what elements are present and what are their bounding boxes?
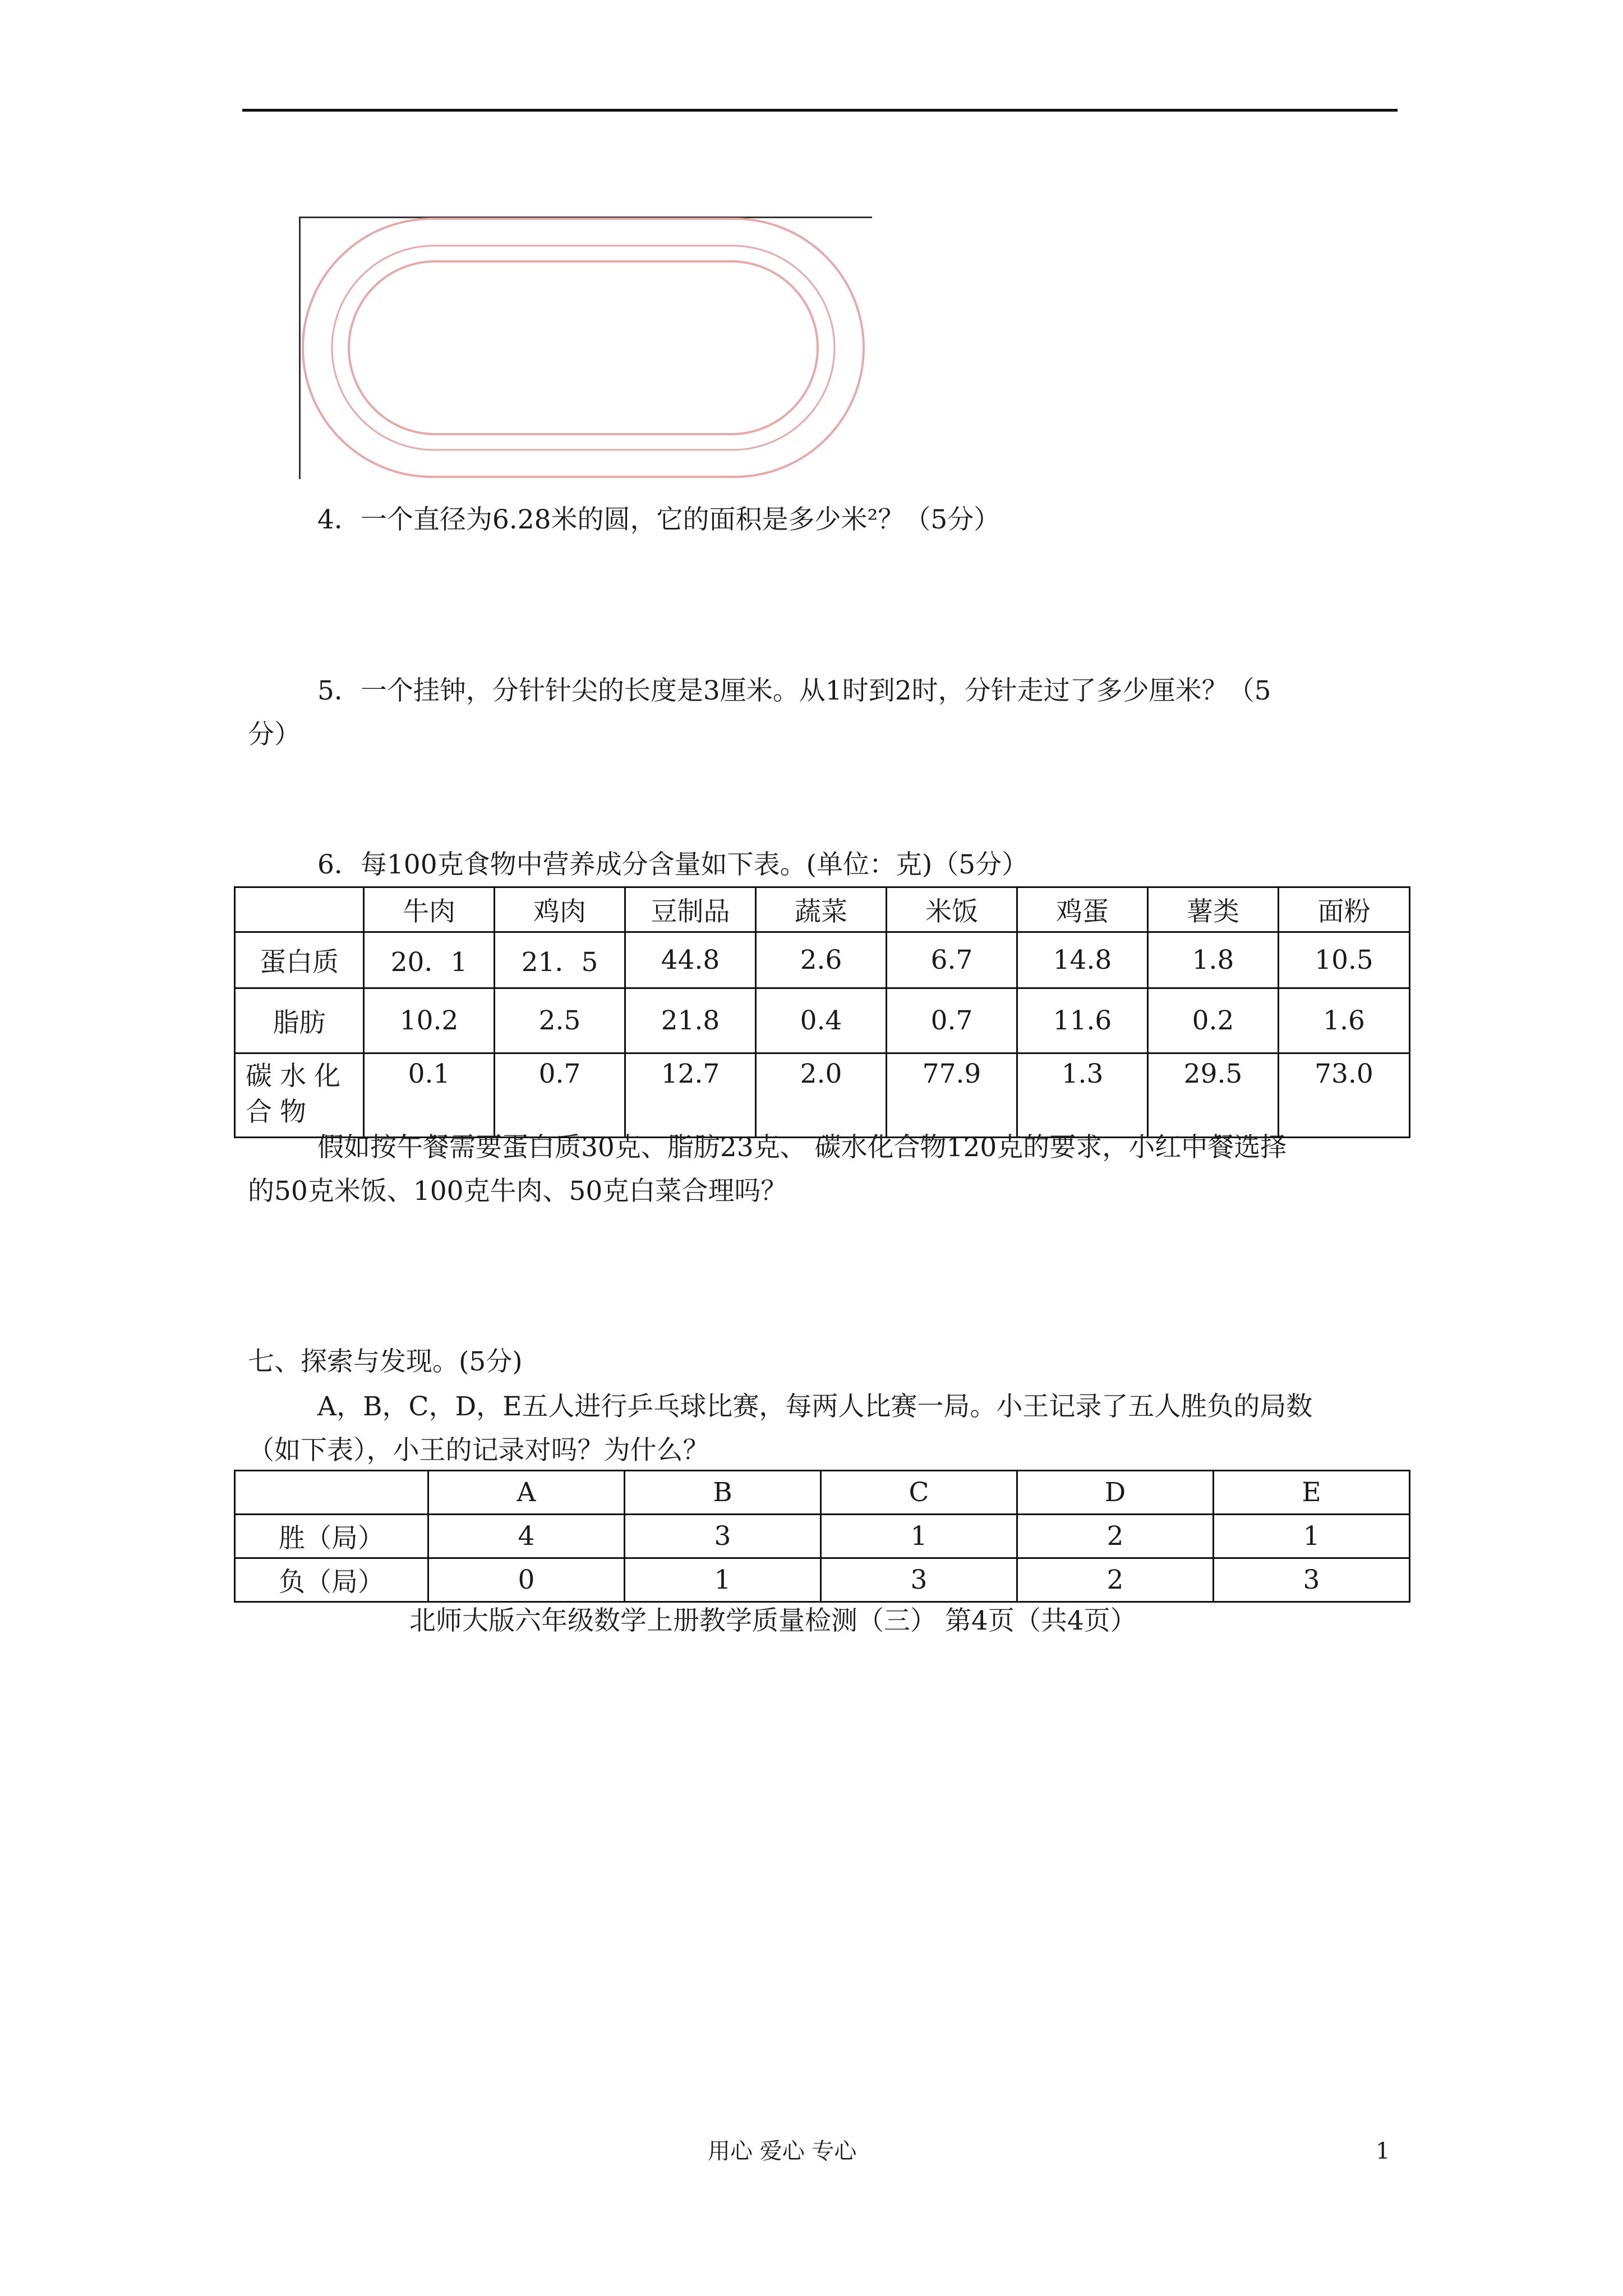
match-header-row: [235, 1471, 1410, 1515]
table-cell: 77.9: [887, 1053, 1017, 1138]
match-record-table: [234, 1470, 1410, 1603]
question-6-title: 6．每100克食物中营养成分含量如下表。(单位：克)（5分）: [317, 849, 1029, 880]
table-cell: 10.2: [364, 988, 495, 1053]
table-cell: 1: [821, 1515, 1017, 1558]
column-header-rice: 米饭: [887, 887, 1017, 932]
table-cell: 10.5: [1279, 932, 1410, 988]
track-middle-lane: [332, 246, 834, 450]
table-cell: 1.8: [1148, 932, 1279, 988]
column-header-chicken: 鸡肉: [495, 887, 625, 932]
column-header-e: E: [1214, 1471, 1410, 1515]
table-row: [235, 1558, 1410, 1602]
table-cell: 14.8: [1017, 932, 1148, 988]
column-header-flour: 面粉: [1279, 887, 1410, 932]
table-cell: 0.7: [495, 1053, 625, 1138]
header-rule: [242, 109, 1398, 112]
table-cell: 0.2: [1148, 988, 1279, 1053]
table-row: [235, 1515, 1410, 1558]
table-cell: 2.0: [756, 1053, 887, 1138]
table-cell: 2.6: [756, 932, 887, 988]
table-cell: 1.6: [1279, 988, 1410, 1053]
table-cell: 1.3: [1017, 1053, 1148, 1138]
page-caption: 北师大版六年级数学上册教学质量检测（三） 第4页（共4页）: [409, 1605, 1137, 1636]
table-cell: 3: [821, 1558, 1017, 1602]
page-number: 1: [1376, 2138, 1390, 2164]
table-cell: 21．5: [495, 932, 625, 988]
question-5-line-2: 分）: [248, 719, 301, 750]
table-cell: 20．1: [364, 932, 495, 988]
question-6-text-line-1: 假如按午餐需要蛋白质30克、脂肪23克、 碳水化合物120克的要求，小红中餐选择: [317, 1132, 1287, 1163]
table-cell: 0.7: [887, 988, 1017, 1053]
section-7-line-1: A，B，C，D，E五人进行乒乓球比赛，每两人比赛一局。小王记录了五人胜负的局数: [317, 1391, 1313, 1422]
footer-motto: 用心 爱心 专心: [708, 2138, 857, 2164]
table-cell: 1: [625, 1558, 821, 1602]
table-cell: 73.0: [1279, 1053, 1410, 1138]
column-header-c: C: [821, 1471, 1017, 1515]
running-track-figure: [297, 214, 880, 481]
table-cell: 0.4: [756, 988, 887, 1053]
table-row: [235, 1053, 1410, 1138]
table-cell: 12.7: [625, 1053, 756, 1138]
column-header-tubers: 薯类: [1148, 887, 1279, 932]
table-cell: 3: [625, 1515, 821, 1558]
table-cell: 29.5: [1148, 1053, 1279, 1138]
nutrition-table: [234, 886, 1410, 1138]
table-cell: 3: [1214, 1558, 1410, 1602]
table-cell: 4: [428, 1515, 625, 1558]
row-label-losses: 负（局）: [235, 1558, 428, 1602]
section-7-line-2: （如下表），小王的记录对吗？为什么？: [248, 1435, 709, 1466]
column-header-b: B: [625, 1471, 821, 1515]
column-header-vegetables: 蔬菜: [756, 887, 887, 932]
table-cell: 44.8: [625, 932, 756, 988]
column-header-a: A: [428, 1471, 625, 1515]
row-label-wins: 胜（局）: [235, 1515, 428, 1558]
table-corner-cell: [235, 887, 364, 932]
question-5-line-1: 5．一个挂钟，分针针尖的长度是3厘米。从1时到2时，分针走过了多少厘米？（5: [317, 675, 1271, 706]
column-header-beef: 牛肉: [364, 887, 495, 932]
table-cell: 21.8: [625, 988, 756, 1053]
table-cell: 2: [1017, 1515, 1214, 1558]
column-header-egg: 鸡蛋: [1017, 887, 1148, 932]
table-cell: 11.6: [1017, 988, 1148, 1053]
row-label-fat: 脂肪: [235, 988, 364, 1053]
table-corner-cell: [235, 1471, 428, 1515]
table-row: [235, 932, 1410, 988]
section-7-heading: 七、探索与发现。(5分): [248, 1346, 523, 1377]
table-cell: 0.1: [364, 1053, 495, 1138]
row-label-carbohydrate: 碳水化合物: [235, 1053, 364, 1138]
row-label-protein: 蛋白质: [235, 932, 364, 988]
nutrition-header-row: [235, 887, 1410, 932]
question-6-text-line-2: 的50克米饭、100克牛肉、50克白菜合理吗？: [248, 1176, 787, 1207]
table-cell: 2: [1017, 1558, 1214, 1602]
track-inner-field: [349, 261, 818, 434]
table-cell: 6.7: [887, 932, 1017, 988]
table-cell: 0: [428, 1558, 625, 1602]
table-cell: 1: [1214, 1515, 1410, 1558]
column-header-soy-products: 豆制品: [625, 887, 756, 932]
table-cell: 2.5: [495, 988, 625, 1053]
column-header-d: D: [1017, 1471, 1214, 1515]
question-4: 4．一个直径为6.28米的圆，它的面积是多少米²？（5分）: [317, 504, 1000, 535]
table-row: [235, 988, 1410, 1053]
